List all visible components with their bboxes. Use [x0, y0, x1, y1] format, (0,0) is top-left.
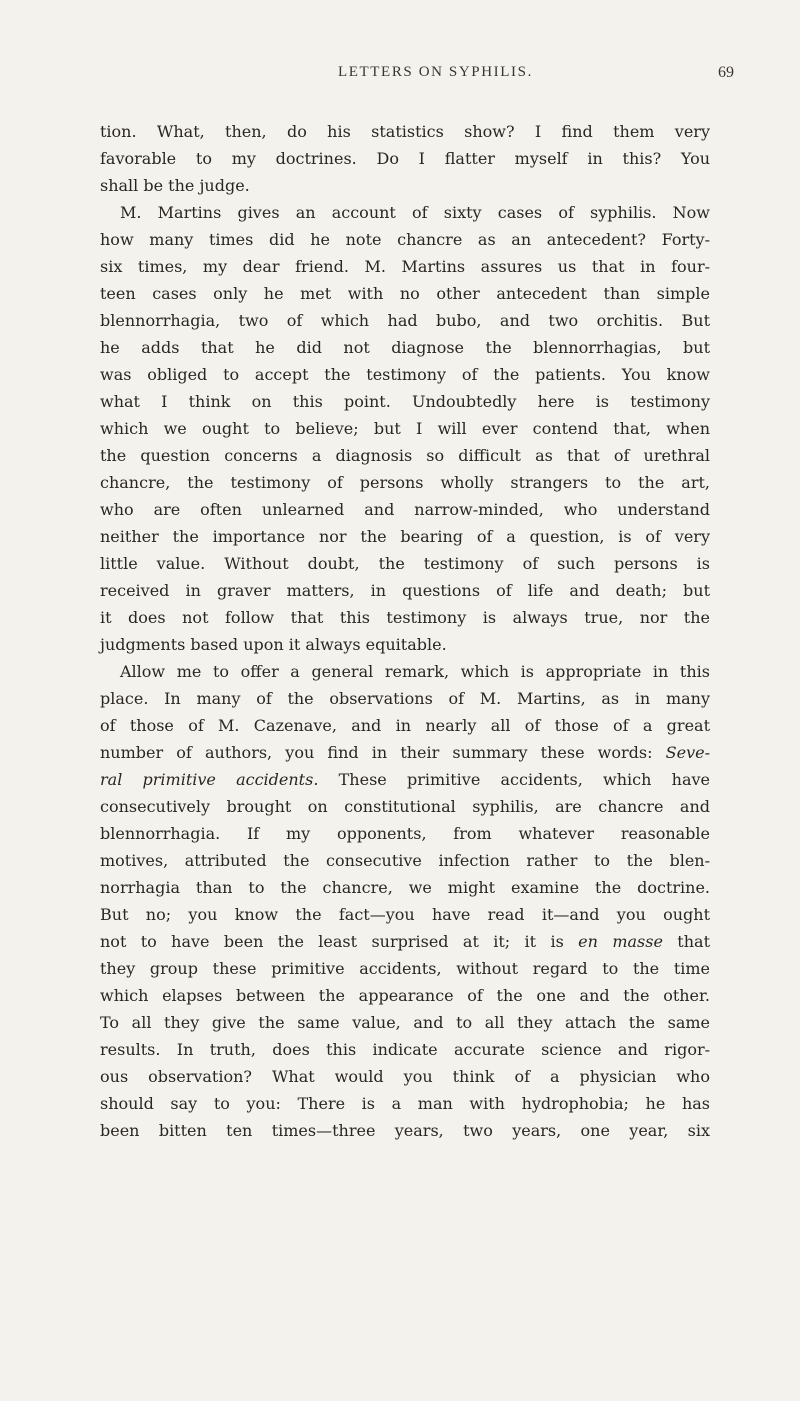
- text-line: it does not follow that this testimony is always true, nor the: [100, 608, 710, 627]
- text-line: Allow me to offer a general remark, which is appropriate in this: [120, 662, 710, 681]
- text-line: tion. What, then, do his statistics show? I find them very: [100, 122, 710, 141]
- text-line: who are often unlearned and narrow-minded, who understand: [100, 500, 710, 519]
- text-line: judgments based upon it always equitable.: [100, 635, 447, 654]
- text-line: ous observation? What would you think of a physician who: [100, 1067, 710, 1086]
- page-number: 69: [718, 64, 734, 81]
- text-line: results. In truth, does this indicate accurate science and rigor-: [100, 1040, 710, 1059]
- text-line: To all they give the same value, and to all they attach the same: [100, 1013, 710, 1032]
- text-line: should say to you: There is a man with hydrophobia; he has: [100, 1094, 710, 1113]
- text-line: favorable to my doctrines. Do I flatter myself in this? You: [100, 149, 710, 168]
- text-line: ral primitive accidents. These primitive accidents, which have: [100, 770, 710, 789]
- text-line: of those of M. Cazenave, and in nearly all of those of a great: [100, 716, 710, 735]
- running-title: LETTERS ON SYPHILIS.: [338, 64, 533, 80]
- text-line: neither the importance nor the bearing of a question, is of very: [100, 527, 710, 546]
- text-line: place. In many of the observations of M. Martins, as in many: [100, 689, 710, 708]
- text-line: was obliged to accept the testimony of the patients. You know: [100, 365, 710, 384]
- text-line: blennorrhagia, two of which had bubo, and two orchitis. But: [100, 311, 710, 330]
- text-line: teen cases only he met with no other antecedent than simple: [100, 284, 710, 303]
- text-line: number of authors, you find in their summary these words: Seve-: [100, 743, 710, 762]
- text-line: shall be the judge.: [100, 176, 250, 195]
- text-line: chancre, the testimony of persons wholly strangers to the art,: [100, 473, 710, 492]
- text-line: he adds that he did not diagnose the blennorrhagias, but: [100, 338, 710, 357]
- text-line: what I think on this point. Undoubtedly here is testimony: [100, 392, 710, 411]
- text-line: been bitten ten times—three years, two years, one year, six: [100, 1121, 710, 1140]
- text-line: norrhagia than to the chancre, we might examine the doctrine.: [100, 878, 710, 897]
- text-line: they group these primitive accidents, without regard to the time: [100, 959, 710, 978]
- text-line: which we ought to believe; but I will ever contend that, when: [100, 419, 710, 438]
- text-line: consecutively brought on constitutional syphilis, are chancre and: [100, 797, 710, 816]
- text-line: which elapses between the appearance of the one and the other.: [100, 986, 710, 1005]
- text-line: M. Martins gives an account of sixty cases of syphilis. Now: [120, 203, 710, 222]
- text-line: six times, my dear friend. M. Martins assures us that in four-: [100, 257, 710, 276]
- text-line: blennorrhagia. If my opponents, from whatever reasonable: [100, 824, 710, 843]
- text-line: motives, attributed the consecutive infection rather to the blen-: [100, 851, 710, 870]
- text-line: the question concerns a diagnosis so difficult as that of urethral: [100, 446, 710, 465]
- text-line: how many times did he note chancre as an antecedent? Forty-: [100, 230, 710, 249]
- text-line: little value. Without doubt, the testimony of such persons is: [100, 554, 710, 573]
- text-line: But no; you know the fact—you have read it—and you ought: [100, 905, 710, 924]
- body-text: [100, 118, 710, 1144]
- text-line: received in graver matters, in questions of life and death; but: [100, 581, 710, 600]
- text-line: not to have been the least surprised at it; it is en masse that: [100, 932, 710, 951]
